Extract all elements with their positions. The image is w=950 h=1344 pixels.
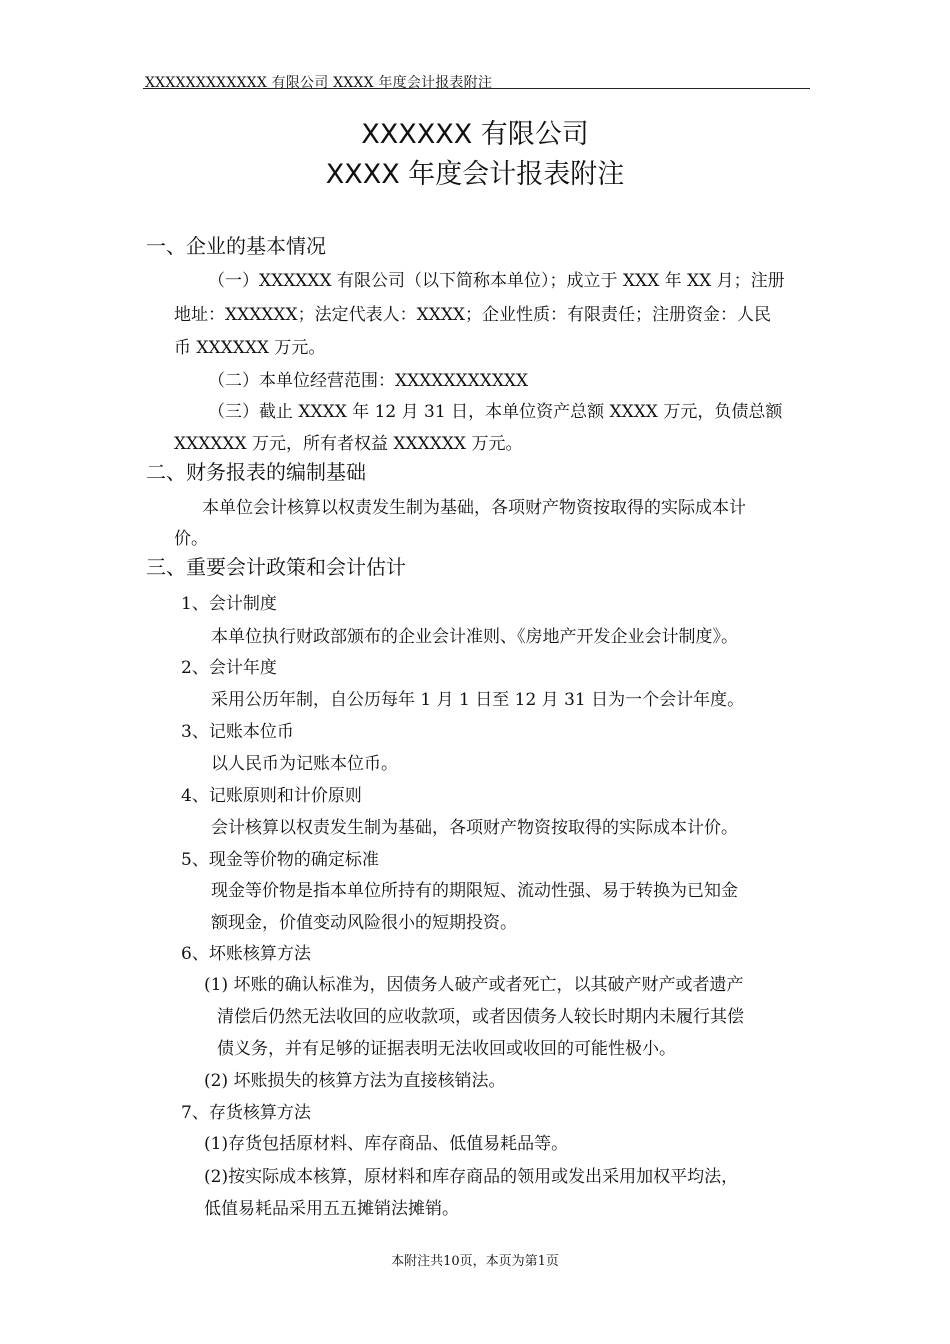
list-item-heading: 6、坏账核算方法 xyxy=(181,944,311,964)
list-item-text: 低值易耗品采用五五摊销法摊销。 xyxy=(204,1199,459,1219)
paragraph-line: 价。 xyxy=(174,529,208,549)
list-item-text: 现金等价物是指本单位所持有的期限短、流动性强、易于转换为已知金 xyxy=(211,881,738,901)
list-item-text: 债义务，并有足够的证据表明无法收回或收回的可能性极小。 xyxy=(217,1039,676,1059)
list-item-text: (2) 坏账损失的核算方法为直接核销法。 xyxy=(204,1071,506,1091)
document-title-company: XXXXXX 有限公司 xyxy=(361,119,589,150)
list-item-heading: 2、会计年度 xyxy=(181,658,277,678)
paragraph-line: （三）截止 XXXX 年 12 月 31 日，本单位资产总额 XXXX 万元，负债总额 xyxy=(208,402,783,422)
page-footer: 本附注共10页，本页为第1页 xyxy=(391,1254,559,1269)
paragraph-line: 地址：XXXXXX；法定代表人：XXXX；企业性质：有限责任；注册资金：人民 xyxy=(174,305,772,325)
list-item-text: 清偿后仍然无法收回的应收款项，或者因债务人较长时期内未履行其偿 xyxy=(217,1007,744,1027)
list-item-heading: 7、存货核算方法 xyxy=(181,1103,311,1123)
list-item-text: 额现金，价值变动风险很小的短期投资。 xyxy=(211,913,517,933)
paragraph-line: 本单位会计核算以权责发生制为基础，各项财产物资按取得的实际成本计 xyxy=(202,498,746,518)
list-item-text: (1) 坏账的确认标准为，因债务人破产或者死亡，以其破产财产或者遗产 xyxy=(204,975,744,995)
paragraph-line: 币 XXXXXX 万元。 xyxy=(174,338,326,358)
list-item-text: 本单位执行财政部颁布的企业会计准则、《房地产开发企业会计制度》。 xyxy=(211,627,738,647)
list-item-text: (1)存货包括原材料、库存商品、低值易耗品等。 xyxy=(204,1134,569,1154)
list-item-text: 采用公历年制，自公历每年 1 月 1 日至 12 月 31 日为一个会计年度。 xyxy=(211,690,745,710)
document-title-report: XXXX 年度会计报表附注 xyxy=(325,159,625,190)
section-heading-policies: 三、重要会计政策和会计估计 xyxy=(146,555,406,579)
section-heading-basis: 二、财务报表的编制基础 xyxy=(146,460,366,484)
header-rule xyxy=(143,88,810,89)
list-item-heading: 1、会计制度 xyxy=(181,594,277,614)
paragraph-line: XXXXXX 万元，所有者权益 XXXXXX 万元。 xyxy=(174,434,523,454)
list-item-text: 以人民币为记账本位币。 xyxy=(211,754,398,774)
paragraph-line: （一）XXXXXX 有限公司（以下简称本单位）；成立于 XXX 年 XX 月；注册 xyxy=(208,271,785,291)
list-item-heading: 4、记账原则和计价原则 xyxy=(181,786,362,806)
running-header: XXXXXXXXXXXX 有限公司 XXXX 年度会计报表附注 xyxy=(145,75,493,91)
list-item-text: (2)按实际成本核算，原材料和库存商品的领用或发出采用加权平均法， xyxy=(204,1167,739,1187)
section-heading-basic-info: 一、企业的基本情况 xyxy=(146,234,326,258)
list-item-text: 会计核算以权责发生制为基础，各项财产物资按取得的实际成本计价。 xyxy=(211,818,738,838)
list-item-heading: 5、现金等价物的确定标准 xyxy=(181,850,379,870)
paragraph-line: （二）本单位经营范围：XXXXXXXXXXX xyxy=(208,371,529,391)
list-item-heading: 3、记账本位币 xyxy=(181,722,294,742)
